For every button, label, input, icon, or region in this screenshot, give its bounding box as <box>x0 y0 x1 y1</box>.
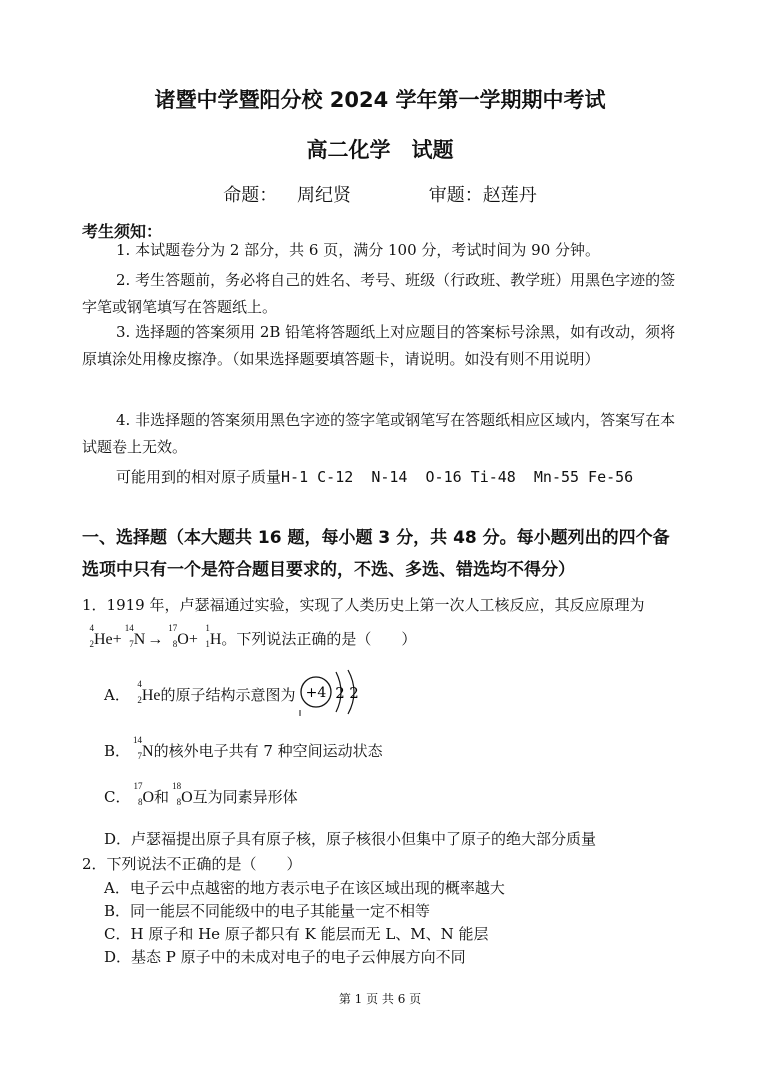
isotope-o-18-c: 18 8 O <box>172 781 193 807</box>
isotope-o-17: 17 8 O <box>168 623 189 649</box>
shell-1-electrons: 2 <box>335 684 345 702</box>
atomic-masses-line <box>116 464 676 491</box>
isotope-n-14: 14 7 N <box>124 623 146 649</box>
atomic-masses-label: 可能用到的相对原子质量 <box>116 468 282 486</box>
notice-item-1: 1. 本试题卷分为 2 部分，共 6 页，满分 100 分，考试时间为 90 分钟。 <box>116 241 601 259</box>
exam-title: 诸暨中学暨阳分校 2024 学年第一学期期中考试 <box>154 88 606 112</box>
q1-option-c[interactable]: C． 17 8 O和 18 8 O互为同素异形体 <box>104 781 298 807</box>
isotope-he-4: 4 2 He <box>89 623 113 649</box>
notice-heading: 考生须知： <box>82 222 163 241</box>
shell-2-electrons: 2 <box>349 684 359 702</box>
q2-stem: 2．下列说法不正确的是（ ） <box>82 855 302 873</box>
isotope-n-14-b: 14 7 N <box>133 735 154 761</box>
author-label: 命题： <box>223 185 278 206</box>
subject-title: 高二化学 试题 <box>306 138 454 162</box>
section-heading: 一、选择题（本大题共 16 题，每小题 3 分，共 48 分。每小题列出的四个备选项中只有一个是符合题目要求的，不选、多选、错选均不得分） <box>82 528 670 580</box>
authors-line <box>0 181 760 207</box>
page-number: 第 1 页 共 6 页 <box>338 992 422 1006</box>
q1-option-a[interactable]: A． 4 2 He的原子结构示意图为 <box>104 679 296 705</box>
q2-option-d[interactable]: D．基态 P 原子中的未成对电子的电子云伸展方向不同 <box>104 948 466 966</box>
q1-option-d[interactable]: D．卢瑟福提出原子具有原子核，原子核很小但集中了原子的绝大部分质量 <box>104 830 597 848</box>
notice-item-2: 2. 考生答题前，务必将自己的姓名、考号、班级（行政班、教学班）用黑色字迹的签字笔或钢笔填写在答题纸上。 <box>82 271 676 316</box>
author-name: 周纪贤 <box>297 185 351 206</box>
q1-equation: 4 2 He+ 14 7 N → 17 8 O+ 1 1 H。下列说法正确的是（ ） <box>82 628 416 649</box>
atomic-structure-diagram <box>296 668 366 720</box>
notice-item-3: 3. 选择题的答案须用 2B 铅笔将答题纸上对应题目的答案标号涂黑，如有改动，须将原填涂处用橡皮擦净。（如果选择题要填答题卡，请说明。如没有则不用说明） <box>82 323 676 368</box>
q2-option-a[interactable]: A．电子云中点越密的地方表示电子在该区域出现的概率越大 <box>104 879 505 897</box>
isotope-o-17-c: 17 8 O <box>133 781 155 807</box>
q2-option-c[interactable]: C．H 原子和 He 原子都只有 K 能层而无 L、M、N 能层 <box>104 925 489 943</box>
atomic-masses: H-1 C-12 N-14 O-16 Ti-48 Mn-55 Fe-56 <box>281 468 634 486</box>
isotope-he-4-a: 4 2 He <box>137 679 161 705</box>
q2-option-b[interactable]: B．同一能层不同能级中的电子其能量一定不相等 <box>104 902 431 920</box>
nucleus-charge: +4 <box>305 685 327 701</box>
notice-item-4: 4. 非选择题的答案须用黑色字迹的签字笔或钢笔写在答题纸相应区域内，答案写在本试题卷上无效。 <box>82 411 676 456</box>
q1-stem: 1．1919 年，卢瑟福通过实验，实现了人类历史上第一次人工核反应，其反应原理为 <box>82 596 645 614</box>
isotope-h-1: 1 1 H <box>205 623 222 649</box>
q1-option-b[interactable]: B． 14 7 N的核外电子共有 7 种空间运动状态 <box>104 735 383 761</box>
reviewer: 审题：赵莲丹 <box>428 185 537 206</box>
